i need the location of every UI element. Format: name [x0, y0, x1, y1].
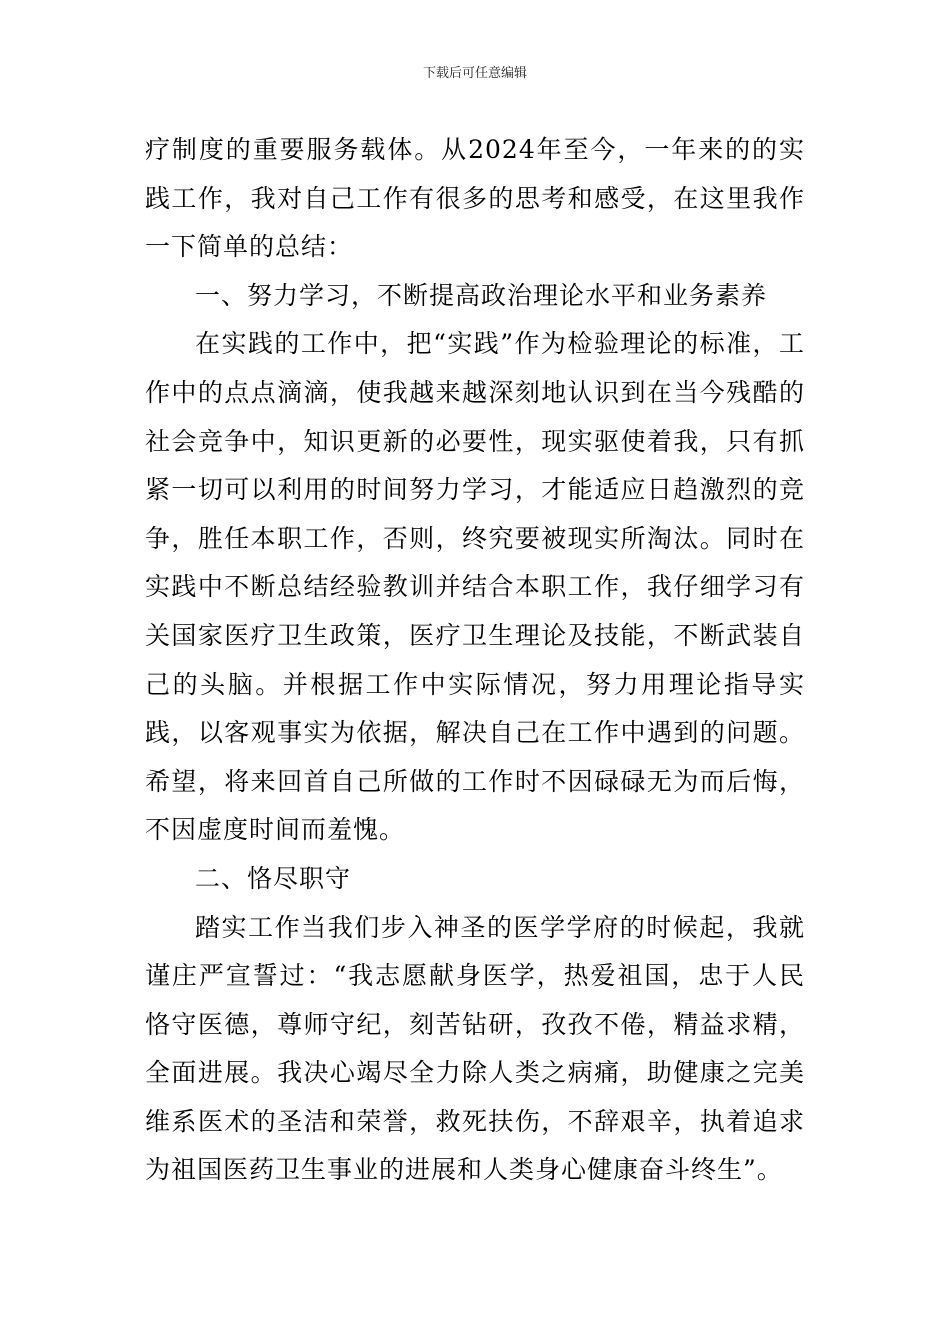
document-body [145, 126, 805, 1195]
paragraph-study: 在实践的工作中，把“实践”作为检验理论的标准，工作中的点点滴滴，使我越来越深刻地认识到在当今残酷的社会竞争中，知识更新的必要性，现实驱使着我，只有抓紧一切可以利用的时间努力学习，才能适应日趋激烈的竞争，胜任本职工作，否则，终究要被现实所淘汰。同时在实践中不断总结经验教训并结合本职工作，我仔细学习有关国家医疗卫生政策，医疗卫生理论及技能，不断武装自己的头脑。并根据工作中实际情况，努力用理论指导实践，以客观事实为依据，解决自己在工作中遇到的问题。希望，将来回首自己所做的工作时不因碌碌无为而后悔，不因虚度时间而羞愧。 [145, 329, 805, 845]
paragraph-duty: 踏实工作当我们步入神圣的医学学府的时候起，我就谨庄严宣誓过：“我志愿献身医学，热爱祖国，忠于人民恪守医德，尊师守纪，刻苦钻研，孜孜不倦，精益求精，全面进展。我决心竭尽全力除人类之病痛，助健康之完美维系医术的圣洁和荣誉，救死扶伤，不辞艰辛，执着追求为祖国医药卫生事业的进展和人类身心健康奋斗终生”。 [145, 912, 805, 1185]
paragraph-continuation: 疗制度的重要服务载体。从2024年至今，一年来的的实践工作，我对自己工作有很多的思考和感受，在这里我作一下简单的总结： [145, 135, 805, 262]
section-heading-2: 二、恪尽职守 [195, 863, 352, 893]
section-heading-1: 一、努力学习，不断提高政治理论水平和业务素养 [195, 280, 768, 310]
page-header: 下载后可任意编辑 [422, 66, 527, 81]
